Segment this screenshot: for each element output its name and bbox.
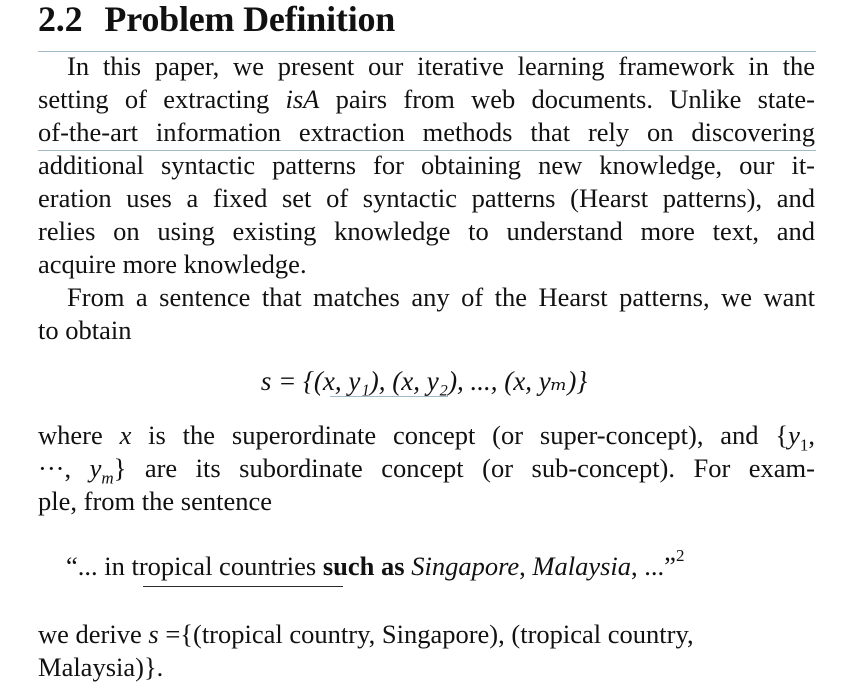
- formula: [0, 366, 848, 397]
- paragraph1-line2: [38, 83, 815, 116]
- paragraph1-line3: of-the-art information extraction methods that rely on discovering: [38, 117, 815, 147]
- quote-such-as: such as: [322, 551, 405, 581]
- p4-l1-a: we derive: [38, 619, 149, 649]
- paragraph1-line4: additional syntactic patterns for obtaining new knowledge, our it-: [38, 150, 815, 180]
- quote-singapore: Singapore: [411, 551, 520, 581]
- section-heading: [38, 0, 395, 40]
- paragraph1-line7: acquire more knowledge.: [38, 249, 307, 279]
- section-number: 2.2: [38, 0, 83, 39]
- paragraph2-line1: From a sentence that matches any of the Hearst patterns, we want: [67, 282, 815, 312]
- p3-l2-a: ···,: [38, 453, 90, 483]
- paragraph1-line2-post: pairs from web documents. Unlike state-: [319, 84, 816, 114]
- section-title: Problem Definition: [104, 0, 396, 39]
- p3-l1-c: ,: [808, 420, 815, 450]
- paragraph4-line2: Malaysia)}.: [38, 652, 164, 682]
- sub-1: 1: [799, 435, 809, 455]
- quote-close: , ...”: [631, 551, 676, 581]
- paragraph1-line6: relies on using existing knowledge to understand more text, and: [38, 216, 815, 246]
- p4-l1-b: ={(tropical country, Singapore), (tropical country,: [158, 619, 694, 649]
- var-s: s: [148, 619, 159, 649]
- paragraph2-line2: to obtain: [38, 315, 132, 345]
- p3-l2-b: } are its subordinate concept (or sub-concept). For exam-: [113, 453, 815, 483]
- p3-l1-b: is the superordinate concept (or super-concept), and {: [131, 420, 789, 450]
- paragraph4-line1: [38, 618, 694, 651]
- var-ym: y: [89, 453, 102, 483]
- isa-term: isA: [285, 84, 320, 114]
- paragraph1-line5: eration uses a fixed set of syntactic patterns (Hearst patterns), and: [38, 183, 815, 213]
- formula-text: s = {(x, y₁), (x, y₂), ..., (x, yₘ)}: [260, 366, 588, 396]
- footnote-marker: 2: [675, 546, 685, 565]
- example-quote: [66, 546, 685, 582]
- p3-l1-a: where: [38, 420, 120, 450]
- paragraph1-line1: In this paper, we present our iterative learning framework in the: [67, 51, 815, 81]
- annotation-underline: [143, 586, 343, 587]
- quote-sep: ,: [519, 551, 533, 581]
- var-y1: y: [788, 420, 800, 450]
- quote-open: “... in tropical countries: [66, 551, 323, 581]
- var-x: x: [119, 420, 132, 450]
- quote-malaysia: Malaysia: [532, 551, 632, 581]
- paragraph1-line2-pre: setting of extracting: [38, 84, 286, 114]
- paragraph3-line3: ple, from the sentence: [38, 486, 272, 516]
- sub-m: m: [101, 468, 114, 488]
